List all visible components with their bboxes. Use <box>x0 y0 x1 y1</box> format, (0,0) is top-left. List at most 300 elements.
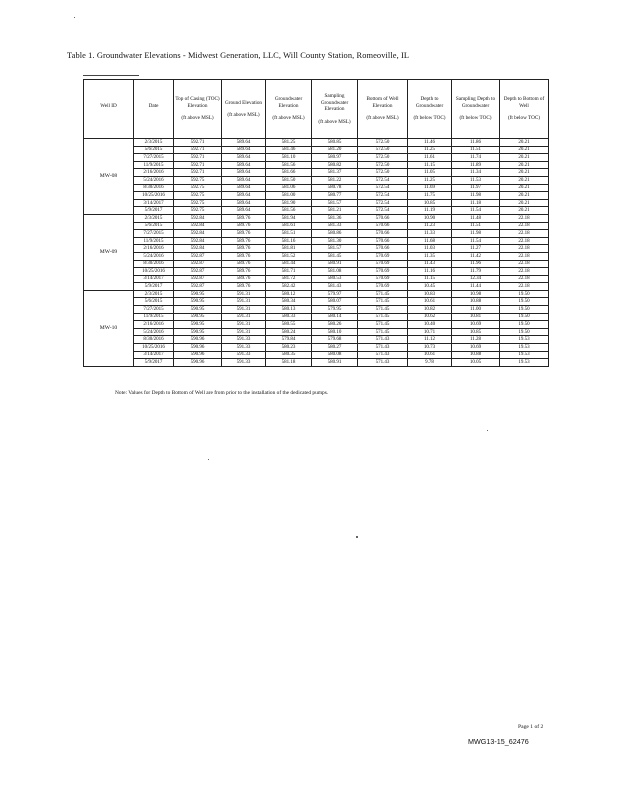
value-cell: 11.27 <box>452 245 500 253</box>
value-cell: 581.20 <box>312 146 358 154</box>
value-cell: 11.19 <box>408 207 452 215</box>
value-cell: 580.08 <box>312 351 358 359</box>
value-cell: 589.76 <box>222 222 266 230</box>
value-cell: 592.71 <box>174 154 222 162</box>
column-header-unit: (ft below TOC) <box>459 115 492 122</box>
value-cell: 592.84 <box>174 230 222 238</box>
value-cell: 20.21 <box>500 176 549 184</box>
column-header-unit: (ft below TOC) <box>507 115 541 122</box>
value-cell: 581.50 <box>266 176 312 184</box>
column-header-label: Well ID <box>100 102 117 109</box>
value-cell: 11.33 <box>408 230 452 238</box>
value-cell: 580.91 <box>312 260 358 268</box>
value-cell: 10.98 <box>452 290 500 298</box>
table-row <box>84 252 549 260</box>
value-cell: 589.64 <box>222 199 266 207</box>
value-cell: 590.96 <box>174 359 222 367</box>
value-cell: 580.33 <box>266 313 312 321</box>
value-cell: 581.06 <box>266 184 312 192</box>
column-header-label: Date <box>148 102 159 109</box>
value-cell: 11.42 <box>452 252 500 260</box>
value-cell: 581.56 <box>266 161 312 169</box>
value-cell: 571.45 <box>358 298 408 306</box>
value-cell: 592.71 <box>174 169 222 177</box>
table-row <box>84 184 549 192</box>
value-cell: 581.18 <box>266 359 312 367</box>
value-cell: 591.31 <box>222 321 266 329</box>
well-id-cell: MW-09 <box>84 214 134 290</box>
value-cell: 580.34 <box>266 298 312 306</box>
value-cell: 592.75 <box>174 184 222 192</box>
value-cell: 571.43 <box>358 351 408 359</box>
date-cell: 3/14/2017 <box>134 199 174 207</box>
value-cell: 572.50 <box>358 154 408 162</box>
value-cell: 10.82 <box>408 306 452 314</box>
value-cell: 589.64 <box>222 146 266 154</box>
table-note: Note: Values for Depth to Bottom of Well are from prior to the installation of the dedicated pumps. <box>115 390 329 396</box>
value-cell: 581.00 <box>266 192 312 200</box>
table-row <box>84 306 549 314</box>
date-cell: 8/30/2016 <box>134 184 174 192</box>
value-cell: 581.33 <box>312 222 358 230</box>
column-header-unit: (ft above MSL) <box>318 118 351 125</box>
value-cell: 11.69 <box>408 184 452 192</box>
date-cell: 3/14/2017 <box>134 351 174 359</box>
value-cell: 10.62 <box>408 313 452 321</box>
value-cell: 590.95 <box>174 321 222 329</box>
value-cell: 11.89 <box>452 161 500 169</box>
value-cell: 11.79 <box>452 268 500 276</box>
column-header <box>84 80 134 139</box>
value-cell: 580.97 <box>312 154 358 162</box>
table-row <box>84 336 549 344</box>
value-cell: 19.50 <box>500 290 549 298</box>
bates-number: MWG13-15_62476 <box>468 737 529 746</box>
value-cell: 20.21 <box>500 184 549 192</box>
value-cell: 10.40 <box>408 321 452 329</box>
value-cell: 582.42 <box>266 283 312 291</box>
table-row <box>84 154 549 162</box>
value-cell: 11.48 <box>452 214 500 222</box>
value-cell: 11.18 <box>452 199 500 207</box>
value-cell: 581.81 <box>266 245 312 253</box>
value-cell: 592.84 <box>174 222 222 230</box>
value-cell: 592.71 <box>174 161 222 169</box>
column-header-unit: (ft above MSL) <box>181 115 214 122</box>
table-row <box>84 290 549 298</box>
value-cell: 581.22 <box>312 176 358 184</box>
table-row <box>84 321 549 329</box>
column-header-unit: (ft above MSL) <box>227 112 260 118</box>
value-cell: 590.96 <box>174 336 222 344</box>
value-cell: 10.85 <box>452 328 500 336</box>
value-cell: 589.64 <box>222 169 266 177</box>
column-header-label: Ground Elevation <box>224 99 263 106</box>
date-cell: 11/9/2015 <box>134 161 174 169</box>
value-cell: 581.25 <box>266 139 312 147</box>
value-cell: 581.72 <box>266 275 312 283</box>
date-cell: 5/6/2015 <box>134 298 174 306</box>
value-cell: 10.90 <box>408 214 452 222</box>
value-cell: 11.75 <box>408 192 452 200</box>
value-cell: 11.61 <box>408 154 452 162</box>
date-cell: 3/14/2017 <box>134 275 174 283</box>
value-cell: 11.00 <box>452 306 500 314</box>
value-cell: 11.46 <box>408 139 452 147</box>
value-cell: 591.31 <box>222 306 266 314</box>
value-cell: 589.76 <box>222 214 266 222</box>
date-cell: 2/3/2015 <box>134 139 174 147</box>
value-cell: 581.45 <box>312 252 358 260</box>
value-cell: 19.50 <box>500 306 549 314</box>
date-cell: 2/3/2015 <box>134 214 174 222</box>
value-cell: 11.43 <box>408 260 452 268</box>
value-cell: 579.97 <box>312 290 358 298</box>
value-cell: 10.73 <box>408 344 452 352</box>
value-cell: 11.35 <box>408 252 452 260</box>
column-header-label: Depth to Groundwater <box>415 96 444 109</box>
date-cell: 7/27/2015 <box>134 306 174 314</box>
value-cell: 11.97 <box>452 184 500 192</box>
value-cell: 592.75 <box>174 199 222 207</box>
value-cell: 592.84 <box>174 237 222 245</box>
value-cell: 592.75 <box>174 192 222 200</box>
value-cell: 581.51 <box>266 230 312 238</box>
table-row <box>84 283 549 291</box>
value-cell: 19.53 <box>500 344 549 352</box>
value-cell: 11.51 <box>452 146 500 154</box>
value-cell: 570.66 <box>358 214 408 222</box>
column-header-unit: (ft below TOC) <box>413 115 446 122</box>
value-cell: 11.05 <box>408 169 452 177</box>
value-cell: 570.69 <box>358 260 408 268</box>
column-header-label: Bottom of Well Elevation <box>366 96 399 109</box>
value-cell: 589.76 <box>222 283 266 291</box>
value-cell: 19.50 <box>500 313 549 321</box>
value-cell: 570.69 <box>358 252 408 260</box>
date-cell: 5/6/2015 <box>134 222 174 230</box>
table-row <box>84 359 549 367</box>
value-cell: 581.94 <box>266 214 312 222</box>
value-cell: 10.71 <box>408 328 452 336</box>
value-cell: 11.44 <box>452 283 500 291</box>
date-cell: 8/30/2016 <box>134 336 174 344</box>
value-cell: 581.36 <box>312 214 358 222</box>
value-cell: 581.57 <box>312 199 358 207</box>
value-cell: 11.15 <box>408 275 452 283</box>
value-cell: 11.96 <box>452 260 500 268</box>
value-cell: 20.21 <box>500 146 549 154</box>
column-header <box>174 80 222 139</box>
value-cell: 589.76 <box>222 237 266 245</box>
value-cell: 592.87 <box>174 283 222 291</box>
date-cell: 2/16/2016 <box>134 321 174 329</box>
value-cell: 11.54 <box>452 237 500 245</box>
column-header-label: Depth to Bottom of Well <box>503 96 545 109</box>
value-cell: 592.71 <box>174 139 222 147</box>
date-cell: 2/16/2016 <box>134 245 174 253</box>
value-cell: 22.18 <box>500 260 549 268</box>
date-cell: 7/27/2015 <box>134 230 174 238</box>
date-cell: 8/30/2016 <box>134 260 174 268</box>
value-cell: 580.78 <box>312 184 358 192</box>
value-cell: 580.86 <box>312 230 358 238</box>
value-cell: 590.95 <box>174 306 222 314</box>
value-cell: 570.66 <box>358 222 408 230</box>
value-cell: 592.84 <box>174 245 222 253</box>
value-cell: 11.15 <box>408 161 452 169</box>
date-cell: 11/9/2015 <box>134 313 174 321</box>
value-cell: 581.21 <box>312 207 358 215</box>
column-header <box>222 80 266 139</box>
value-cell: 570.69 <box>358 275 408 283</box>
column-header <box>408 80 452 139</box>
table-header-row <box>84 80 549 139</box>
value-cell: 19.53 <box>500 351 549 359</box>
value-cell: 572.54 <box>358 199 408 207</box>
value-cell: 589.76 <box>222 230 266 238</box>
value-cell: 572.54 <box>358 207 408 215</box>
well-id-cell: MW-08 <box>84 139 134 215</box>
table-row <box>84 275 549 283</box>
value-cell: 581.90 <box>266 199 312 207</box>
value-cell: 589.64 <box>222 139 266 147</box>
value-cell: 11.03 <box>408 245 452 253</box>
value-cell: 592.75 <box>174 207 222 215</box>
value-cell: 592.84 <box>174 214 222 222</box>
value-cell: 572.50 <box>358 146 408 154</box>
value-cell: 581.71 <box>266 268 312 276</box>
value-cell: 20.21 <box>500 154 549 162</box>
table-row <box>84 268 549 276</box>
column-header <box>452 80 500 139</box>
value-cell: 19.53 <box>500 359 549 367</box>
table-row <box>84 328 549 336</box>
value-cell: 571.45 <box>358 321 408 329</box>
value-cell: 581.30 <box>312 237 358 245</box>
value-cell: 591.31 <box>222 298 266 306</box>
column-header-unit: (ft above MSL) <box>366 115 399 122</box>
value-cell: 591.33 <box>222 359 266 367</box>
table-row <box>84 351 549 359</box>
table-row <box>84 313 549 321</box>
date-cell: 5/9/2017 <box>134 207 174 215</box>
value-cell: 590.96 <box>174 351 222 359</box>
date-cell: 2/16/2016 <box>134 169 174 177</box>
value-cell: 20.21 <box>500 199 549 207</box>
value-cell: 19.50 <box>500 298 549 306</box>
value-cell: 22.18 <box>500 245 549 253</box>
value-cell: 580.85 <box>312 139 358 147</box>
value-cell: 591.31 <box>222 290 266 298</box>
value-cell: 571.45 <box>358 328 408 336</box>
column-header-unit: (ft above MSL) <box>272 115 305 122</box>
value-cell: 580.35 <box>266 351 312 359</box>
table-row <box>84 237 549 245</box>
table-row <box>84 260 549 268</box>
value-cell: 589.64 <box>222 207 266 215</box>
value-cell: 581.10 <box>266 154 312 162</box>
title-rule <box>83 75 139 76</box>
value-cell: 20.21 <box>500 161 549 169</box>
value-cell: 591.31 <box>222 313 266 321</box>
date-cell: 11/9/2015 <box>134 237 174 245</box>
value-cell: 591.31 <box>222 328 266 336</box>
table-body <box>84 139 549 367</box>
value-cell: 9.78 <box>408 359 452 367</box>
value-cell: 11.54 <box>452 207 500 215</box>
value-cell: 572.54 <box>358 192 408 200</box>
value-cell: 592.75 <box>174 176 222 184</box>
value-cell: 581.08 <box>312 268 358 276</box>
value-cell: 11.16 <box>408 268 452 276</box>
value-cell: 19.50 <box>500 328 549 336</box>
table-row <box>84 139 549 147</box>
date-cell: 10/25/2016 <box>134 192 174 200</box>
value-cell: 590.95 <box>174 298 222 306</box>
value-cell: 20.21 <box>500 207 549 215</box>
well-id-cell: MW-10 <box>84 290 134 366</box>
value-cell: 11.28 <box>452 336 500 344</box>
value-cell: 11.98 <box>452 192 500 200</box>
value-cell: 589.76 <box>222 268 266 276</box>
value-cell: 581.56 <box>266 207 312 215</box>
value-cell: 579.84 <box>266 336 312 344</box>
column-header <box>500 80 549 139</box>
value-cell: 589.76 <box>222 275 266 283</box>
value-cell: 10.83 <box>408 290 452 298</box>
value-cell: 592.71 <box>174 146 222 154</box>
value-cell: 12.34 <box>452 275 500 283</box>
value-cell: 11.23 <box>408 222 452 230</box>
value-cell: 10.61 <box>408 351 452 359</box>
value-cell: 22.18 <box>500 230 549 238</box>
value-cell: 10.88 <box>452 298 500 306</box>
table-row <box>84 169 549 177</box>
table-row <box>84 214 549 222</box>
value-cell: 580.13 <box>266 306 312 314</box>
column-header-label: Sampling Groundwater Elevation <box>320 93 349 112</box>
value-cell: 580.77 <box>312 192 358 200</box>
value-cell: 580.14 <box>312 313 358 321</box>
value-cell: 570.66 <box>358 230 408 238</box>
date-cell: 5/9/2017 <box>134 283 174 291</box>
value-cell: 19.50 <box>500 321 549 329</box>
date-cell: 5/24/2016 <box>134 252 174 260</box>
value-cell: 571.45 <box>358 306 408 314</box>
scan-speck <box>356 536 358 538</box>
value-cell: 581.66 <box>266 169 312 177</box>
table-row <box>84 245 549 253</box>
value-cell: 592.87 <box>174 252 222 260</box>
value-cell: 10.05 <box>452 359 500 367</box>
value-cell: 589.64 <box>222 192 266 200</box>
value-cell: 590.95 <box>174 328 222 336</box>
value-cell: 590.95 <box>174 313 222 321</box>
value-cell: 20.21 <box>500 169 549 177</box>
date-cell: 5/24/2016 <box>134 328 174 336</box>
value-cell: 11.98 <box>452 230 500 238</box>
value-cell: 589.64 <box>222 176 266 184</box>
value-cell: 570.69 <box>358 283 408 291</box>
groundwater-table <box>83 79 549 367</box>
date-cell: 2/3/2015 <box>134 290 174 298</box>
value-cell: 580.26 <box>312 321 358 329</box>
value-cell: 570.69 <box>358 268 408 276</box>
value-cell: 580.82 <box>312 161 358 169</box>
value-cell: 22.18 <box>500 283 549 291</box>
value-cell: 11.25 <box>408 146 452 154</box>
value-cell: 22.18 <box>500 252 549 260</box>
table-row <box>84 199 549 207</box>
value-cell: 571.43 <box>358 336 408 344</box>
value-cell: 571.45 <box>358 313 408 321</box>
value-cell: 581.16 <box>266 237 312 245</box>
value-cell: 22.18 <box>500 268 549 276</box>
value-cell: 592.87 <box>174 275 222 283</box>
value-cell: 581.44 <box>266 260 312 268</box>
value-cell: 590.95 <box>174 290 222 298</box>
value-cell: 10.69 <box>452 321 500 329</box>
value-cell: 10.88 <box>452 351 500 359</box>
table-row <box>84 176 549 184</box>
value-cell: 581.46 <box>266 146 312 154</box>
value-cell: 589.64 <box>222 161 266 169</box>
column-header <box>134 80 174 139</box>
page-number: Page 1 of 2 <box>518 724 544 730</box>
column-header-label: Sampling Depth to Groundwater <box>455 96 496 109</box>
value-cell: 571.43 <box>358 344 408 352</box>
value-cell: 581.37 <box>312 169 358 177</box>
table-row <box>84 230 549 238</box>
value-cell: 10.85 <box>408 199 452 207</box>
table-row <box>84 146 549 154</box>
scan-speck <box>487 430 488 431</box>
date-cell: 5/6/2015 <box>134 146 174 154</box>
value-cell: 589.76 <box>222 252 266 260</box>
value-cell: 580.27 <box>312 344 358 352</box>
table-row <box>84 298 549 306</box>
value-cell: 589.64 <box>222 184 266 192</box>
value-cell: 580.10 <box>312 328 358 336</box>
value-cell: 579.68 <box>312 336 358 344</box>
value-cell: 572.54 <box>358 184 408 192</box>
date-cell: 7/27/2015 <box>134 154 174 162</box>
value-cell: 591.33 <box>222 344 266 352</box>
value-cell: 11.25 <box>408 176 452 184</box>
value-cell: 580.24 <box>266 328 312 336</box>
value-cell: 10.81 <box>452 313 500 321</box>
value-cell: 22.18 <box>500 214 549 222</box>
value-cell: 592.87 <box>174 268 222 276</box>
value-cell: 570.66 <box>358 237 408 245</box>
value-cell: 22.18 <box>500 222 549 230</box>
scan-speck <box>74 17 75 18</box>
value-cell: 572.50 <box>358 161 408 169</box>
value-cell: 19.53 <box>500 336 549 344</box>
value-cell: 20.21 <box>500 139 549 147</box>
value-cell: 11.12 <box>408 336 452 344</box>
value-cell: 581.43 <box>312 283 358 291</box>
table-row <box>84 161 549 169</box>
value-cell: 592.87 <box>174 260 222 268</box>
value-cell: 11.74 <box>452 154 500 162</box>
value-cell: 571.43 <box>358 359 408 367</box>
date-cell: 10/25/2016 <box>134 268 174 276</box>
value-cell: 572.50 <box>358 139 408 147</box>
date-cell: 5/9/2017 <box>134 359 174 367</box>
column-header <box>312 80 358 139</box>
